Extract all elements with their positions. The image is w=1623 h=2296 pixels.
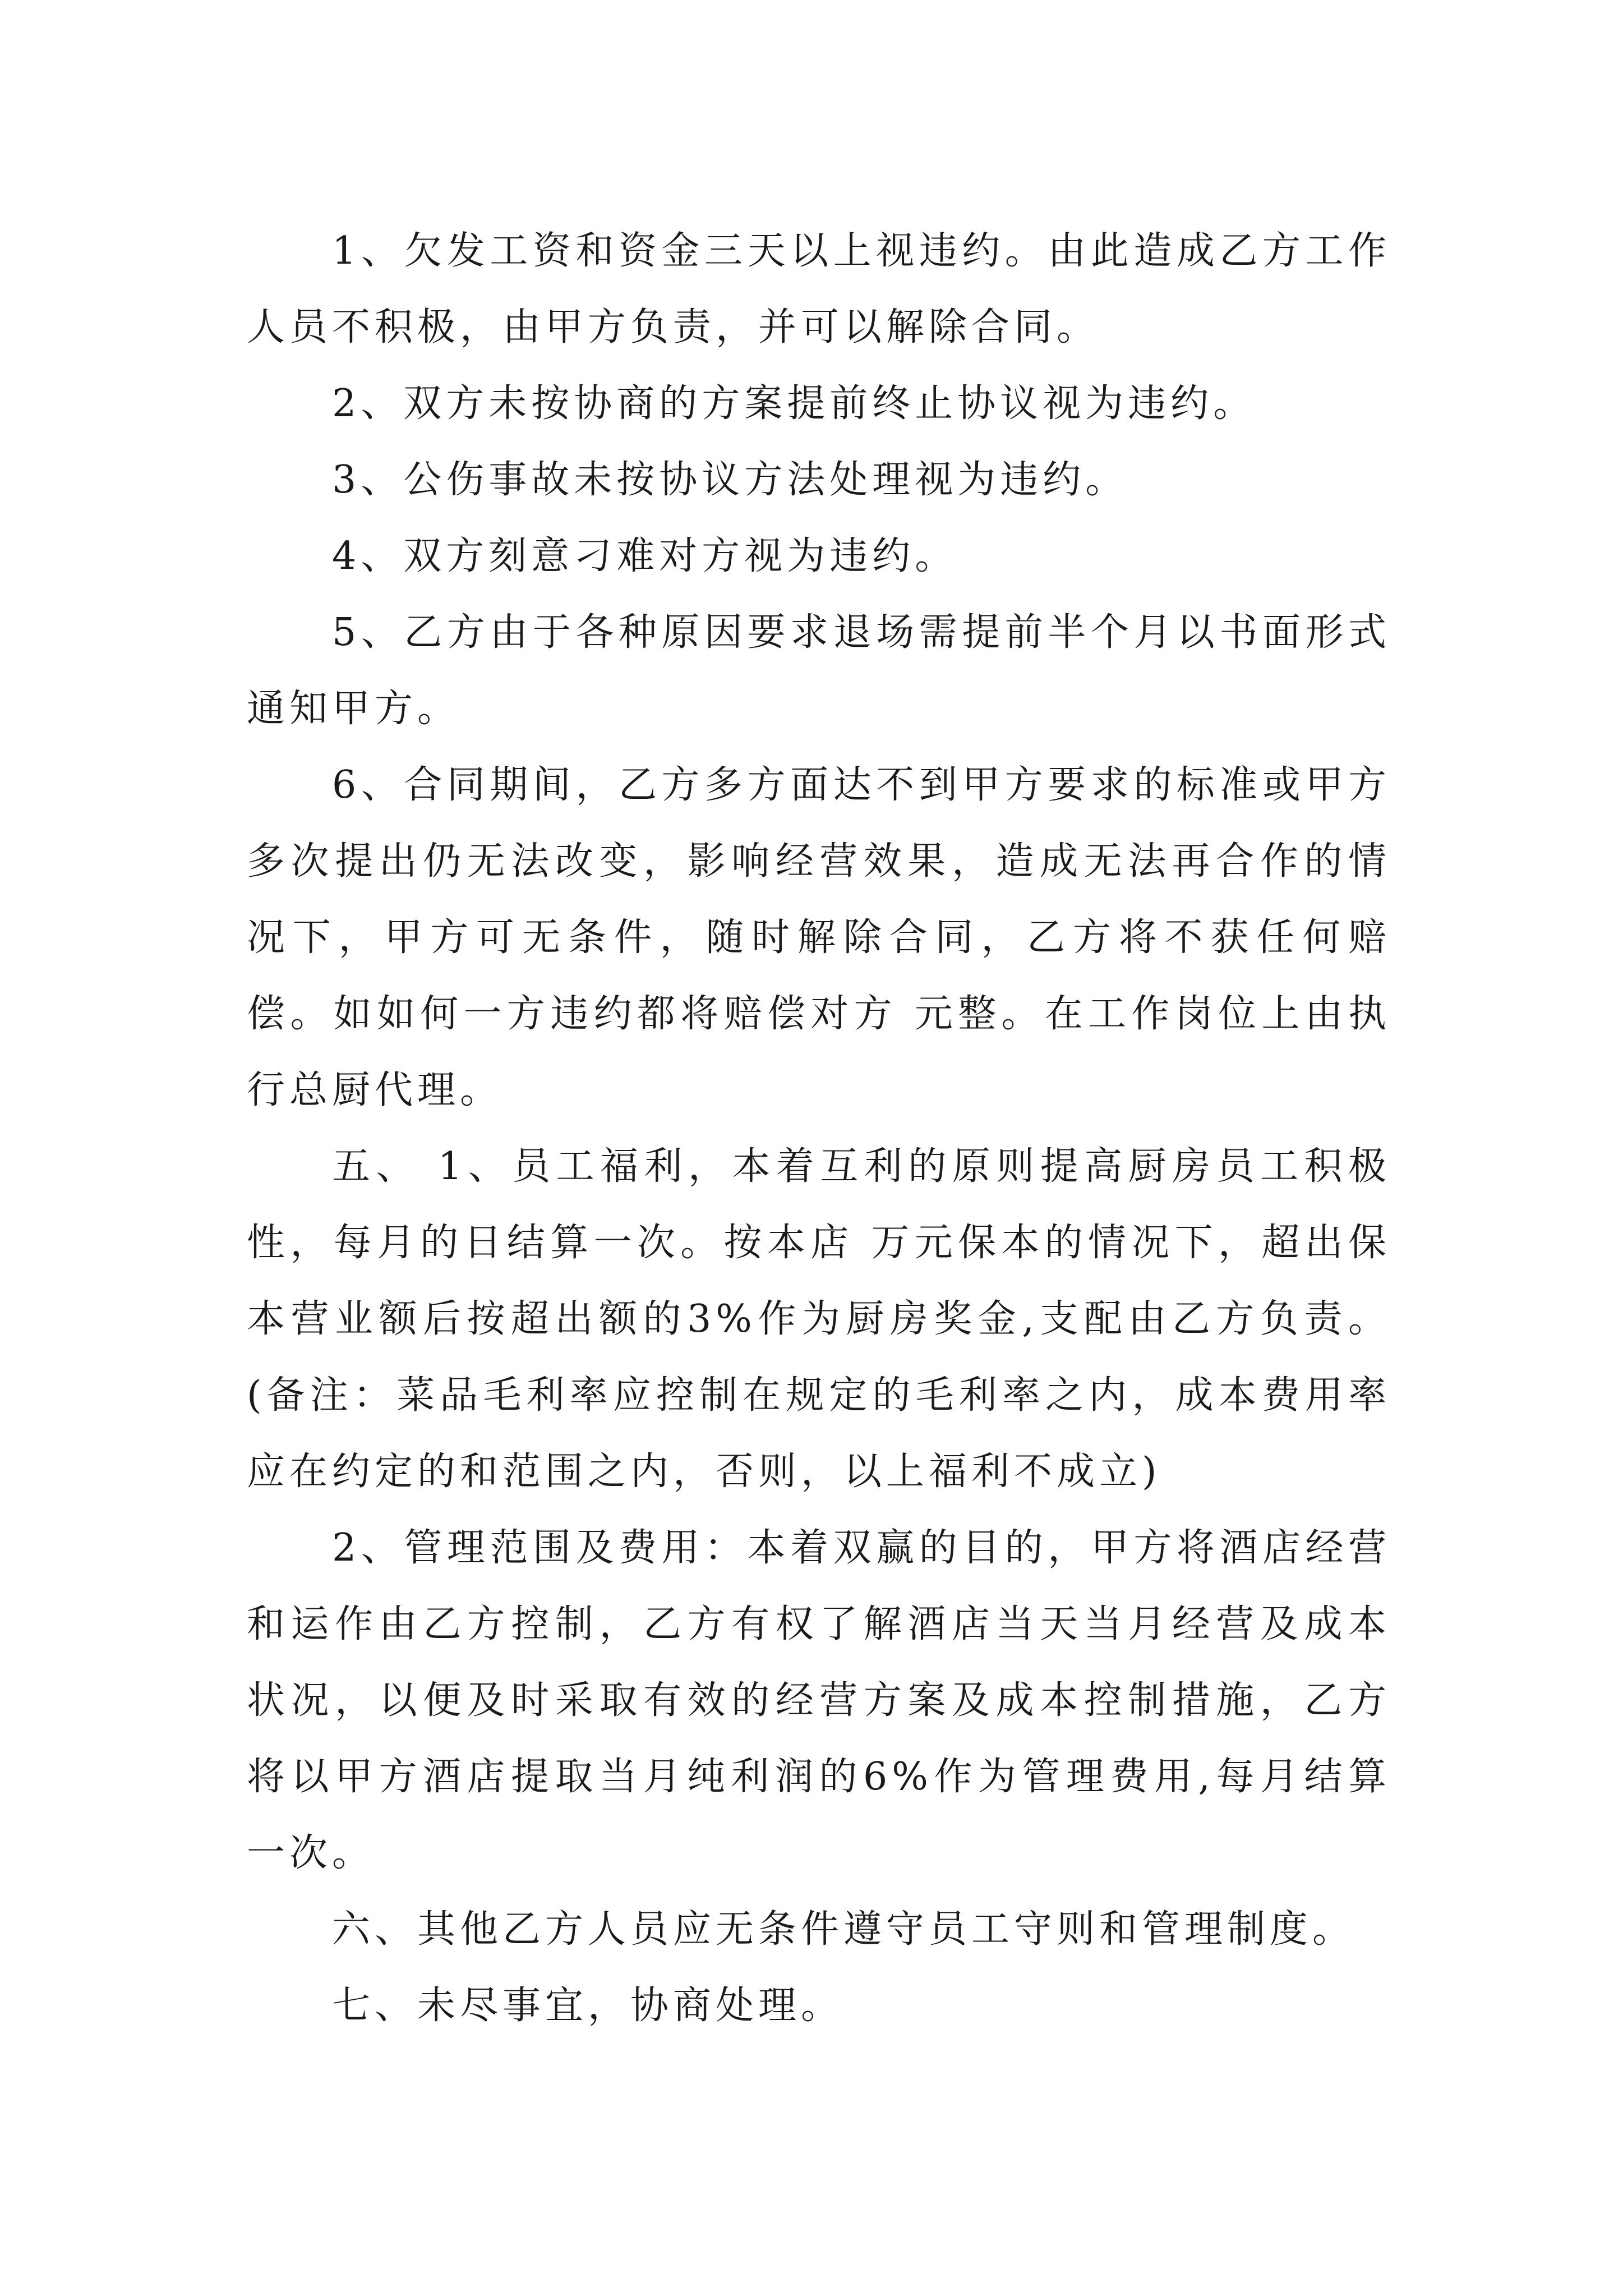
paragraph-contract-termination: 6、合同期间，乙方多方面达不到甲方要求的标准或甲方多次提出仍无法改变，影响经营效果，造成无法再合作的情况下，甲方可无条件，随时解除合同，乙方将不获任何赔偿。如如何一方违约都将赔偿对方 元整。在工作岗位上由执行总厨代理。 — [247, 763, 1391, 1112]
paragraph-breach-early-termination: 2、双方未按协商的方案提前终止协议视为违约。 — [332, 381, 1256, 426]
document-page — [247, 213, 1391, 2044]
paragraph-unresolved-matters: 七、未尽事宜，协商处理。 — [332, 1984, 844, 2028]
paragraph-employee-welfare: 五、 1、员工福利，本着互利的原则提高厨房员工积极性，每月的日结算一次。按本店 万元保本的情况下，超出保本营业额后按超出额的3%作为厨房奖金,支配由乙方负责。(备注：菜品毛利率应控制在规定的毛利率之内，成本费用率应在约定的和范围之内，否则，以上福利不成立) — [247, 1144, 1391, 1494]
paragraph-management-fees: 2、管理范围及费用：本着双赢的目的，甲方将酒店经营和运作由乙方控制，乙方有权了解酒店当天当月经营及成本状况，以便及时采取有效的经营方案及成本控制措施，乙方将以甲方酒店提取当月纯利润的6%作为管理费用,每月结算一次。 — [247, 1526, 1391, 1875]
paragraph-withdrawal-notice: 5、乙方由于各种原因要求退场需提前半个月以书面形式通知甲方。 — [247, 610, 1391, 731]
paragraph-breach-unpaid-wages: 1、欠发工资和资金三天以上视违约。由此造成乙方工作人员不积极，由甲方负责，并可以解除合同。 — [247, 229, 1391, 349]
paragraph-breach-deliberate-obstruction: 4、双方刻意刁难对方视为违约。 — [332, 534, 958, 578]
paragraph-staff-rules: 六、其他乙方人员应无条件遵守员工守则和管理制度。 — [332, 1907, 1355, 1952]
paragraph-breach-work-injury: 3、公伤事故未按协议方法处理视为违约。 — [332, 458, 1128, 502]
